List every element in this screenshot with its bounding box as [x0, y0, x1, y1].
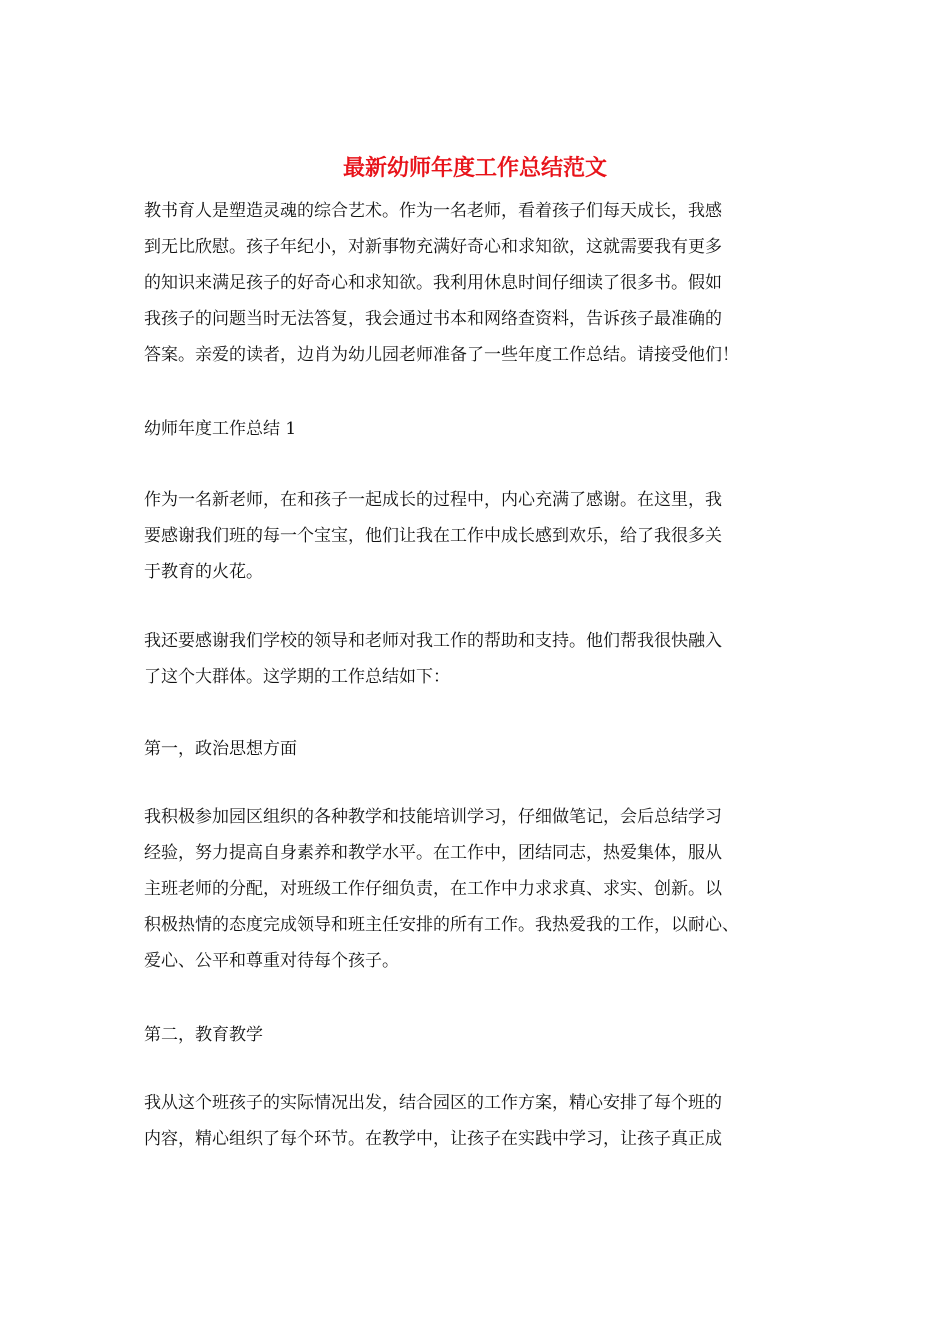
paragraph-line: 于教育的火花。 — [144, 562, 263, 582]
body-paragraph — [144, 623, 809, 695]
document-title: 最新幼师年度工作总结范文 — [342, 155, 607, 181]
paragraph-line: 我积极参加园区组织的各种教学和技能培训学习，仔细做笔记，会后总结学习 — [144, 807, 722, 827]
paragraph-line: 主班老师的分配，对班级工作仔细负责，在工作中力求求真、求实、创新。以 — [144, 879, 722, 899]
paragraph-line: 的知识来满足孩子的好奇心和求知欲。我利用休息时间仔细读了很多书。假如 — [144, 273, 722, 293]
paragraph-line: 我孩子的问题当时无法答复，我会通过书本和网络查资料，告诉孩子最准确的 — [144, 309, 722, 329]
paragraph-line: 我还要感谢我们学校的领导和老师对我工作的帮助和支持。他们帮我很快融入 — [144, 631, 722, 651]
paragraph-line: 爱心、公平和尊重对待每个孩子。 — [144, 951, 399, 971]
body-paragraph — [144, 1085, 809, 1157]
paragraph-line: 答案。亲爱的读者，边肖为幼儿园老师准备了一些年度工作总结。请接受他们！ — [144, 345, 739, 365]
paragraph-line: 积极热情的态度完成领导和班主任安排的所有工作。我热爱我的工作，以耐心、 — [144, 915, 739, 935]
body-paragraph — [144, 799, 809, 979]
heading-text: 第一，政治思想方面 — [144, 739, 297, 759]
paragraph-line: 经验，努力提高自身素养和教学水平。在工作中，团结同志，热爱集体，服从 — [144, 843, 722, 863]
heading-text: 幼师年度工作总结 1 — [144, 419, 297, 439]
heading-text: 第二，教育教学 — [144, 1025, 263, 1045]
intro-paragraph — [144, 193, 809, 373]
section-heading — [144, 411, 809, 447]
paragraph-line: 内容，精心组织了每个环节。在教学中，让孩子在实践中学习，让孩子真正成 — [144, 1129, 722, 1149]
paragraph-line: 教书育人是塑造灵魂的综合艺术。作为一名老师，看着孩子们每天成长，我感 — [144, 201, 722, 221]
paragraph-line: 到无比欣慰。孩子年纪小，对新事物充满好奇心和求知欲，这就需要我有更多 — [144, 237, 722, 257]
body-paragraph — [144, 482, 809, 590]
paragraph-line: 我从这个班孩子的实际情况出发，结合园区的工作方案，精心安排了每个班的 — [144, 1093, 722, 1113]
paragraph-line: 要感谢我们班的每一个宝宝，他们让我在工作中成长感到欢乐，给了我很多关 — [144, 526, 722, 546]
section-heading — [144, 731, 809, 767]
paragraph-line: 作为一名新老师，在和孩子一起成长的过程中，内心充满了感谢。在这里，我 — [144, 490, 722, 510]
paragraph-line: 了这个大群体。这学期的工作总结如下： — [144, 667, 450, 687]
section-heading — [144, 1017, 809, 1053]
